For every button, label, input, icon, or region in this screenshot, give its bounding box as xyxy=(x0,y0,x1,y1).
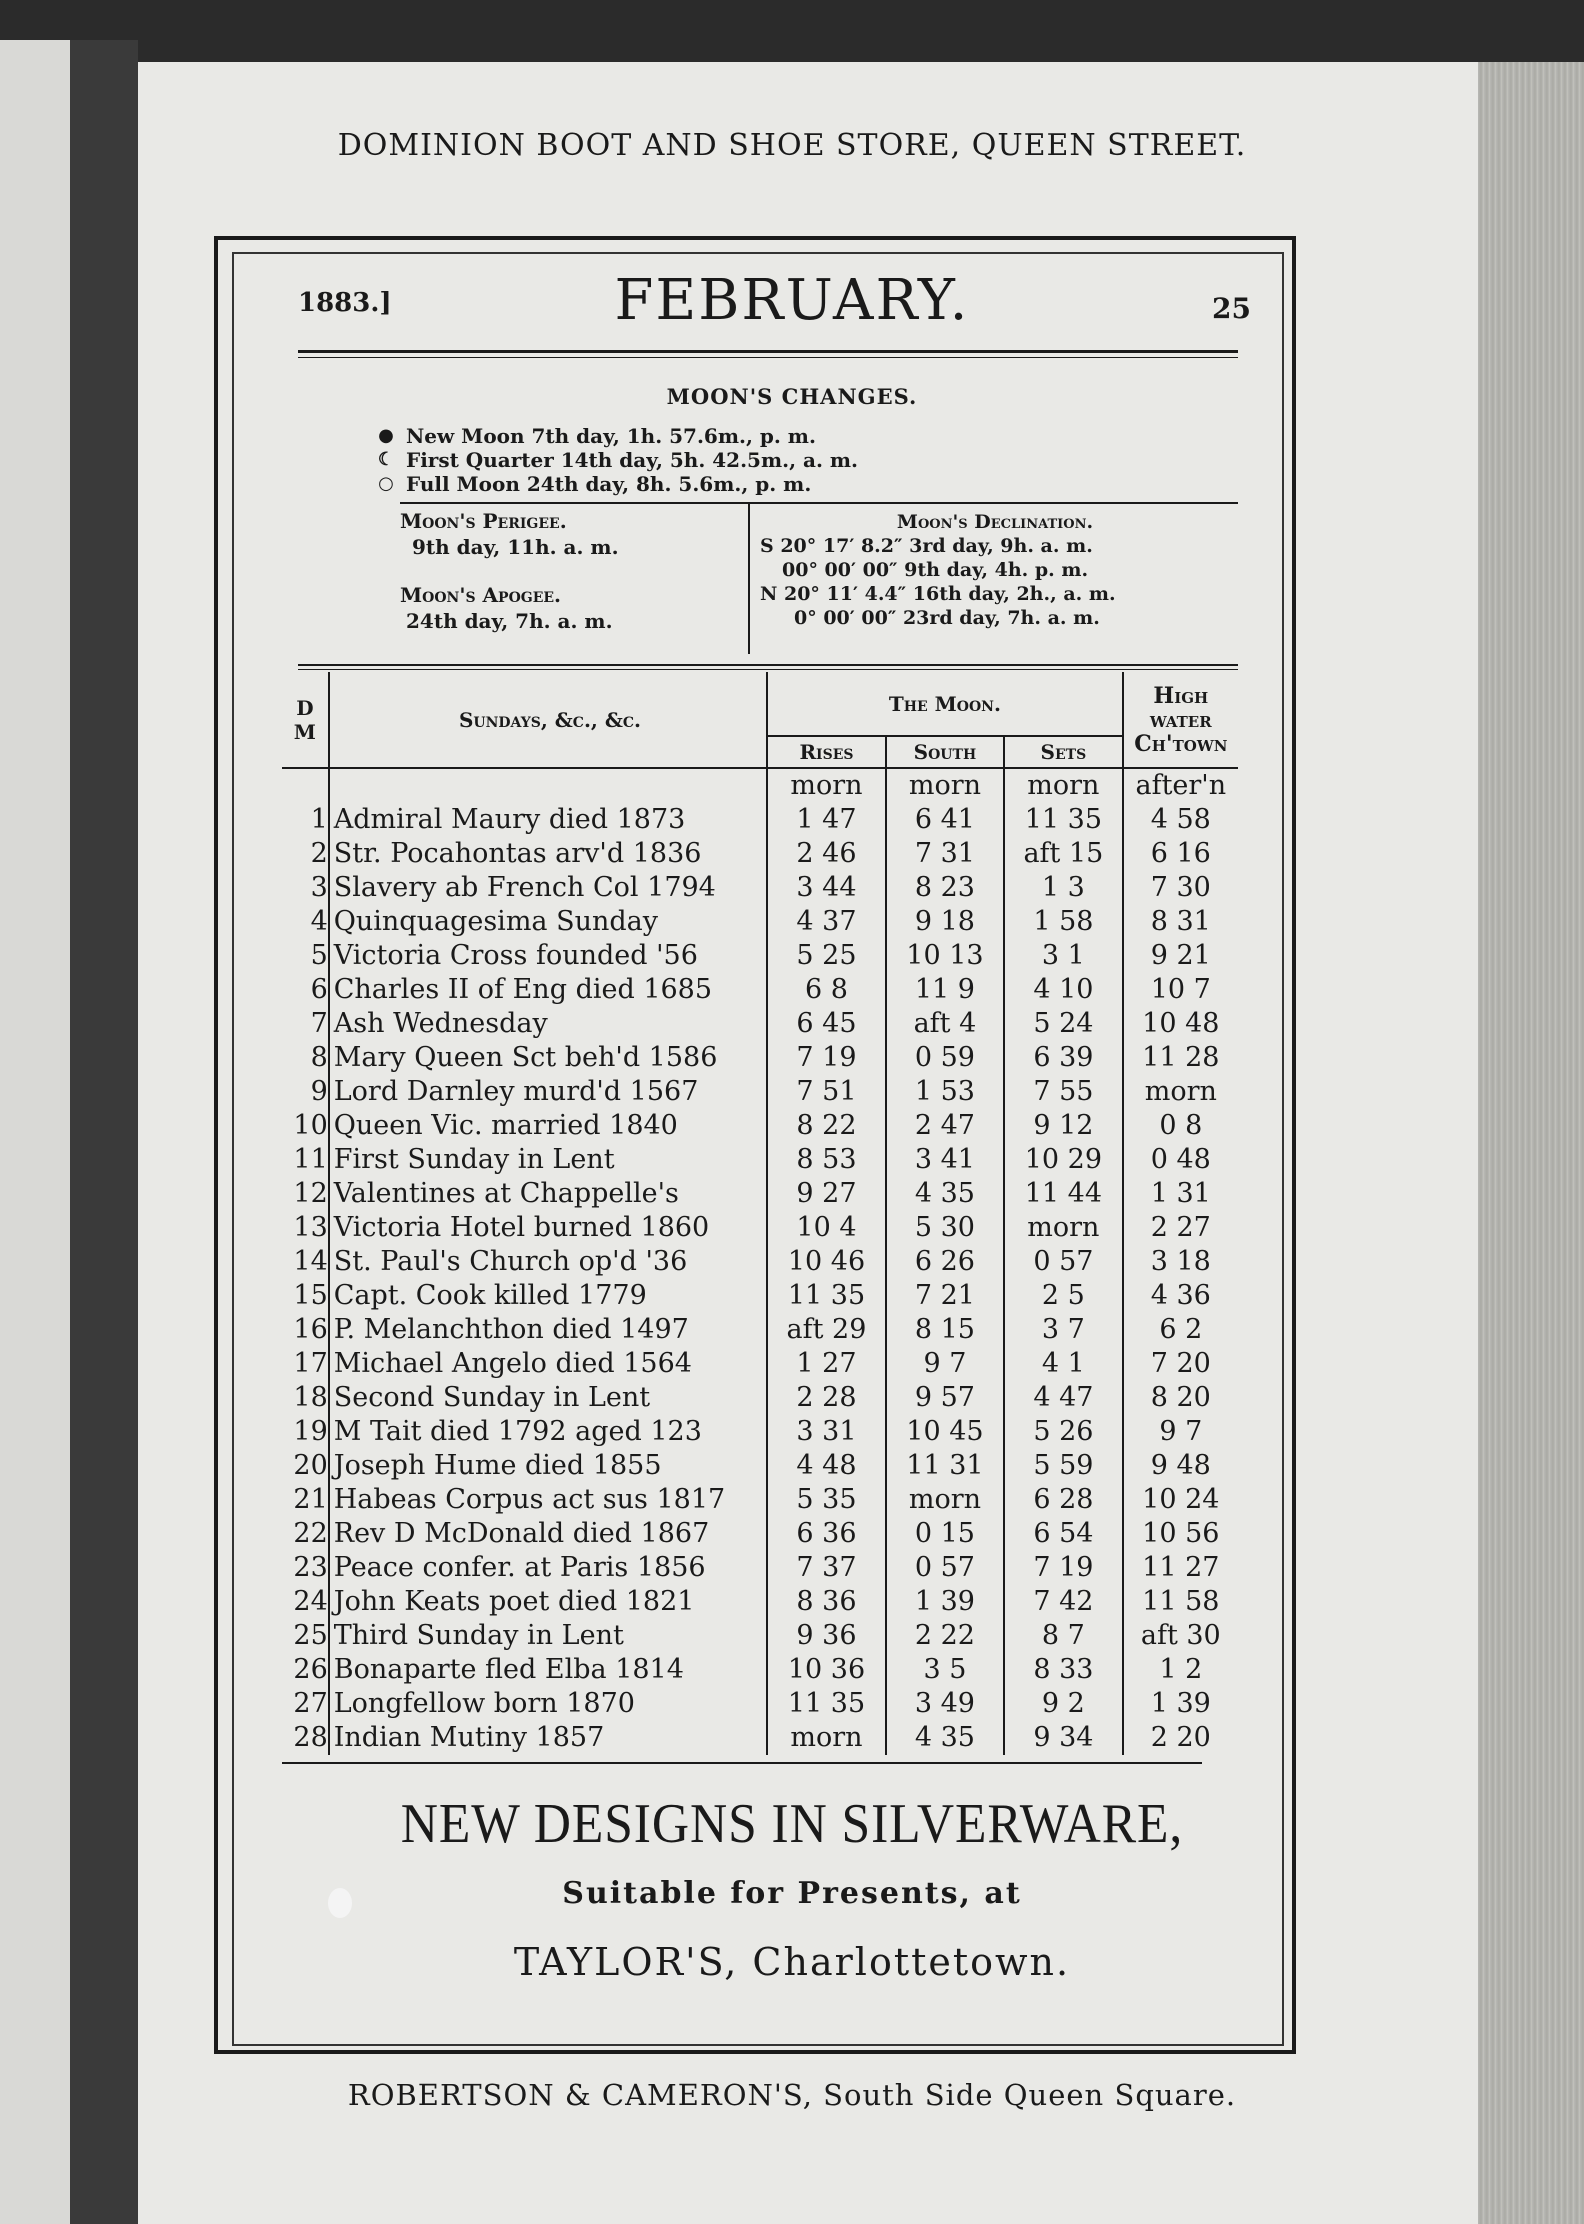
advert-title: NEW DESIGNS IN SILVERWARE, xyxy=(400,1793,1184,1855)
rises-cell: 9 36 xyxy=(767,1619,885,1653)
day-cell: 16 xyxy=(282,1313,329,1347)
events-header: Sundays, &c., &c. xyxy=(329,672,768,768)
units-south: morn xyxy=(886,768,1004,803)
moon-changes-title: MOON'S CHANGES. xyxy=(666,384,918,409)
table-row xyxy=(282,1585,1238,1619)
sets-cell: 4 10 xyxy=(1004,973,1122,1007)
event-cell: Charles II of Eng died 1685 xyxy=(329,973,768,1007)
table-row xyxy=(282,1211,1238,1245)
event-cell: Indian Mutiny 1857 xyxy=(329,1721,768,1755)
running-header: DOMINION BOOT AND SHOE STORE, QUEEN STREET. xyxy=(337,128,1247,163)
perigee-text: 9th day, 11h. a. m. xyxy=(412,535,619,559)
south-header: South xyxy=(886,736,1004,768)
page-number: 25 xyxy=(1212,292,1251,325)
rises-cell: 7 19 xyxy=(767,1041,885,1075)
high-water-cell: 10 24 xyxy=(1142,1484,1220,1515)
moon-phases xyxy=(376,424,858,496)
table-row xyxy=(282,1313,1238,1347)
south-cell: 3 5 xyxy=(886,1653,1004,1687)
rises-cell: 3 44 xyxy=(767,871,885,905)
day-cell: 20 xyxy=(282,1449,329,1483)
south-cell: 10 13 xyxy=(886,939,1004,973)
south-cell: 0 15 xyxy=(886,1517,1004,1551)
high-water-cell: 10 56 xyxy=(1142,1518,1220,1549)
high-water-cell: 6 2 xyxy=(1159,1314,1203,1345)
high-water-cell: 9 7 xyxy=(1159,1416,1203,1447)
sets-cell: 10 29 xyxy=(1004,1143,1122,1177)
south-cell: 4 35 xyxy=(886,1721,1004,1755)
phase-text: Full Moon 24th day, 8h. 5.6m., p. m. xyxy=(406,472,812,496)
south-cell: 11 9 xyxy=(886,973,1004,1007)
table-top-rule xyxy=(298,664,1238,666)
phase-text: New Moon 7th day, 1h. 57.6m., p. m. xyxy=(406,424,816,448)
day-cell: 25 xyxy=(282,1619,329,1653)
event-cell: Mary Queen Sct beh'd 1586 xyxy=(329,1041,768,1075)
high-water-cell: 8 20 xyxy=(1150,1382,1211,1413)
rises-cell: 9 27 xyxy=(767,1177,885,1211)
sets-cell: 9 12 xyxy=(1004,1109,1122,1143)
moon-perigee-apogee xyxy=(400,508,730,634)
event-cell: Second Sunday in Lent xyxy=(329,1381,768,1415)
moon-header: The Moon. xyxy=(767,672,1122,736)
units-rises: morn xyxy=(767,768,885,803)
high-water-cell: 8 31 xyxy=(1150,906,1211,937)
south-cell: 0 57 xyxy=(886,1551,1004,1585)
full-moon-icon: ○ xyxy=(378,473,394,494)
rises-header: Rises xyxy=(767,736,885,768)
rises-cell: 5 25 xyxy=(767,939,885,973)
day-cell: 10 xyxy=(282,1109,329,1143)
table-row xyxy=(282,1245,1238,1279)
sets-cell: 1 3 xyxy=(1004,871,1122,905)
rises-cell: 11 35 xyxy=(767,1279,885,1313)
rises-cell: 6 8 xyxy=(767,973,885,1007)
moon-section-divider xyxy=(748,504,750,654)
day-cell: 9 xyxy=(282,1075,329,1109)
sets-cell: 6 39 xyxy=(1004,1041,1122,1075)
day-cell: 11 xyxy=(282,1143,329,1177)
title-rule xyxy=(298,350,1238,353)
phase-text: First Quarter 14th day, 5h. 42.5m., a. m. xyxy=(406,448,859,472)
rises-cell: 5 35 xyxy=(767,1483,885,1517)
high-water-cell: 4 58 xyxy=(1150,804,1211,835)
day-cell: 15 xyxy=(282,1279,329,1313)
table-row xyxy=(282,803,1238,837)
high-water-cell: 2 27 xyxy=(1150,1212,1211,1243)
units-row xyxy=(282,768,1238,803)
rises-cell: morn xyxy=(767,1721,885,1755)
units-high-water: after'n xyxy=(1135,770,1227,801)
apogee-title: Moon's Apogee. xyxy=(400,583,562,607)
rises-cell: 4 37 xyxy=(767,905,885,939)
table-row xyxy=(282,973,1238,1007)
declination-line: S 20° 17′ 8.2″ 3rd day, 9h. a. m. xyxy=(760,535,1093,557)
event-cell: St. Paul's Church op'd '36 xyxy=(329,1245,768,1279)
south-cell: 4 35 xyxy=(886,1177,1004,1211)
perigee-title: Moon's Perigee. xyxy=(400,509,567,533)
table-row xyxy=(282,871,1238,905)
day-cell: 18 xyxy=(282,1381,329,1415)
high-water-cell: 7 20 xyxy=(1150,1348,1211,1379)
event-cell: John Keats poet died 1821 xyxy=(329,1585,768,1619)
south-cell: 8 15 xyxy=(886,1313,1004,1347)
sets-cell: 6 54 xyxy=(1004,1517,1122,1551)
event-cell: Quinquagesima Sunday xyxy=(329,905,768,939)
table-row xyxy=(282,1279,1238,1313)
sets-cell: 7 19 xyxy=(1004,1551,1122,1585)
day-cell: 23 xyxy=(282,1551,329,1585)
table-row xyxy=(282,1075,1238,1109)
day-cell: 6 xyxy=(282,973,329,1007)
event-cell: Bonaparte fled Elba 1814 xyxy=(329,1653,768,1687)
high-water-cell: 3 18 xyxy=(1150,1246,1211,1277)
rises-cell: 7 37 xyxy=(767,1551,885,1585)
title-rule-thin xyxy=(298,357,1238,358)
day-cell: 17 xyxy=(282,1347,329,1381)
high-water-cell: 7 30 xyxy=(1150,872,1211,903)
day-cell: 26 xyxy=(282,1653,329,1687)
table-row xyxy=(282,1007,1238,1041)
high-water-cell: 11 27 xyxy=(1142,1552,1220,1583)
sets-cell: 9 2 xyxy=(1004,1687,1122,1721)
day-cell: 1 xyxy=(282,803,329,837)
rises-cell: 10 4 xyxy=(767,1211,885,1245)
rises-cell: 8 53 xyxy=(767,1143,885,1177)
event-cell: Valentines at Chappelle's xyxy=(329,1177,768,1211)
day-cell: 2 xyxy=(282,837,329,871)
table-bottom-rule xyxy=(282,1762,1202,1764)
sets-cell: 9 34 xyxy=(1004,1721,1122,1755)
event-cell: Admiral Maury died 1873 xyxy=(329,803,768,837)
advert-subtitle: Suitable for Presents, at xyxy=(562,1876,1022,1911)
units-event xyxy=(329,768,768,803)
event-cell: Slavery ab French Col 1794 xyxy=(329,871,768,905)
declination-title: Moon's Declination. xyxy=(896,511,1094,533)
table-row xyxy=(282,905,1238,939)
sets-cell: 4 47 xyxy=(1004,1381,1122,1415)
high-water-cell: 0 48 xyxy=(1150,1144,1211,1175)
declination-line: 0° 00′ 00″ 23rd day, 7h. a. m. xyxy=(794,607,1100,629)
south-cell: 3 49 xyxy=(886,1687,1004,1721)
rises-cell: 10 46 xyxy=(767,1245,885,1279)
south-cell: 0 59 xyxy=(886,1041,1004,1075)
event-cell: P. Melanchthon died 1497 xyxy=(329,1313,768,1347)
south-cell: 9 18 xyxy=(886,905,1004,939)
running-footer: ROBERTSON & CAMERON'S, South Side Queen Square. xyxy=(347,2078,1237,2112)
dm-header: D M xyxy=(282,672,329,768)
event-cell: Michael Angelo died 1564 xyxy=(329,1347,768,1381)
rises-cell: 2 46 xyxy=(767,837,885,871)
high-water-cell: 4 36 xyxy=(1150,1280,1211,1311)
rises-cell: 2 28 xyxy=(767,1381,885,1415)
south-cell: aft 4 xyxy=(886,1007,1004,1041)
phase-first-quarter xyxy=(376,448,858,472)
day-cell: 14 xyxy=(282,1245,329,1279)
rises-cell: aft 29 xyxy=(767,1313,885,1347)
high-water-cell: aft 30 xyxy=(1140,1620,1221,1651)
south-cell: 1 39 xyxy=(886,1585,1004,1619)
rises-cell: 4 48 xyxy=(767,1449,885,1483)
units-day xyxy=(282,768,329,803)
calendar-table xyxy=(282,672,1238,1755)
rises-cell: 8 36 xyxy=(767,1585,885,1619)
high-water-cell: morn xyxy=(1144,1076,1217,1107)
sets-cell: 2 5 xyxy=(1004,1279,1122,1313)
moon-section-rule xyxy=(400,502,1238,504)
high-water-cell: 9 21 xyxy=(1150,940,1211,971)
units-sets: morn xyxy=(1004,768,1122,803)
phase-full-moon xyxy=(376,472,858,496)
south-cell: 2 22 xyxy=(886,1619,1004,1653)
declination-line: 00° 00′ 00″ 9th day, 4h. p. m. xyxy=(782,559,1089,581)
paper-blemish xyxy=(328,1888,352,1918)
rises-cell: 6 36 xyxy=(767,1517,885,1551)
new-moon-icon: ● xyxy=(378,425,394,446)
south-cell: 2 47 xyxy=(886,1109,1004,1143)
table-top-rule-thin xyxy=(298,669,1238,670)
high-water-cell: 2 20 xyxy=(1150,1722,1211,1753)
day-cell: 12 xyxy=(282,1177,329,1211)
calendar-body xyxy=(282,768,1238,1755)
south-cell: 5 30 xyxy=(886,1211,1004,1245)
advert-shop: TAYLOR'S, Charlottetown. xyxy=(513,1940,1071,1984)
high-water-header: High water Ch'town xyxy=(1134,682,1228,757)
event-cell: Victoria Hotel burned 1860 xyxy=(329,1211,768,1245)
event-cell: Habeas Corpus act sus 1817 xyxy=(329,1483,768,1517)
table-row xyxy=(282,1143,1238,1177)
day-cell: 21 xyxy=(282,1483,329,1517)
south-cell: 3 41 xyxy=(886,1143,1004,1177)
day-cell: 8 xyxy=(282,1041,329,1075)
table-row xyxy=(282,1381,1238,1415)
day-cell: 3 xyxy=(282,871,329,905)
rises-cell: 11 35 xyxy=(767,1687,885,1721)
day-cell: 24 xyxy=(282,1585,329,1619)
south-cell: 8 23 xyxy=(886,871,1004,905)
sets-cell: 3 7 xyxy=(1004,1313,1122,1347)
table-row xyxy=(282,1687,1238,1721)
table-row xyxy=(282,1449,1238,1483)
high-water-cell: 10 7 xyxy=(1150,974,1211,1005)
sets-header: Sets xyxy=(1004,736,1122,768)
day-cell: 13 xyxy=(282,1211,329,1245)
rises-cell: 6 45 xyxy=(767,1007,885,1041)
sets-cell: 7 42 xyxy=(1004,1585,1122,1619)
sets-cell: 1 58 xyxy=(1004,905,1122,939)
moon-declination xyxy=(760,510,1230,630)
sets-cell: 3 1 xyxy=(1004,939,1122,973)
sets-cell: 7 55 xyxy=(1004,1075,1122,1109)
phase-new-moon xyxy=(376,424,858,448)
event-cell: Capt. Cook killed 1779 xyxy=(329,1279,768,1313)
event-cell: Rev D McDonald died 1867 xyxy=(329,1517,768,1551)
sets-cell: 5 59 xyxy=(1004,1449,1122,1483)
event-cell: Longfellow born 1870 xyxy=(329,1687,768,1721)
event-cell: M Tait died 1792 aged 123 xyxy=(329,1415,768,1449)
rises-cell: 7 51 xyxy=(767,1075,885,1109)
high-water-cell: 11 58 xyxy=(1142,1586,1220,1617)
table-row xyxy=(282,837,1238,871)
day-cell: 19 xyxy=(282,1415,329,1449)
table-row xyxy=(282,1517,1238,1551)
year-label: 1883.] xyxy=(298,288,392,318)
south-cell: 11 31 xyxy=(886,1449,1004,1483)
event-cell: First Sunday in Lent xyxy=(329,1143,768,1177)
south-cell: 7 21 xyxy=(886,1279,1004,1313)
south-cell: 9 57 xyxy=(886,1381,1004,1415)
high-water-cell: 1 31 xyxy=(1150,1178,1211,1209)
event-cell: Peace confer. at Paris 1856 xyxy=(329,1551,768,1585)
high-water-cell: 10 48 xyxy=(1142,1008,1220,1039)
event-cell: Queen Vic. married 1840 xyxy=(329,1109,768,1143)
apogee-text: 24th day, 7h. a. m. xyxy=(406,609,613,633)
high-water-cell: 9 48 xyxy=(1150,1450,1211,1481)
south-cell: 9 7 xyxy=(886,1347,1004,1381)
rises-cell: 1 47 xyxy=(767,803,885,837)
high-water-cell: 1 39 xyxy=(1150,1688,1211,1719)
day-cell: 22 xyxy=(282,1517,329,1551)
sets-cell: morn xyxy=(1004,1211,1122,1245)
table-row xyxy=(282,1653,1238,1687)
table-row xyxy=(282,939,1238,973)
sets-cell: aft 15 xyxy=(1004,837,1122,871)
rises-cell: 3 31 xyxy=(767,1415,885,1449)
sets-cell: 6 28 xyxy=(1004,1483,1122,1517)
event-cell: Lord Darnley murd'd 1567 xyxy=(329,1075,768,1109)
south-cell: 1 53 xyxy=(886,1075,1004,1109)
table-row xyxy=(282,1619,1238,1653)
south-cell: 7 31 xyxy=(886,837,1004,871)
table-row xyxy=(282,1721,1238,1755)
south-cell: 10 45 xyxy=(886,1415,1004,1449)
table-row xyxy=(282,1415,1238,1449)
high-water-cell: 0 8 xyxy=(1159,1110,1203,1141)
day-cell: 7 xyxy=(282,1007,329,1041)
sets-cell: 0 57 xyxy=(1004,1245,1122,1279)
high-water-cell: 1 2 xyxy=(1159,1654,1203,1685)
event-cell: Joseph Hume died 1855 xyxy=(329,1449,768,1483)
month-title: FEBRUARY. xyxy=(614,268,970,333)
table-row xyxy=(282,1347,1238,1381)
sets-cell: 11 35 xyxy=(1004,803,1122,837)
south-cell: morn xyxy=(886,1483,1004,1517)
table-row xyxy=(282,1109,1238,1143)
high-water-cell: 6 16 xyxy=(1150,838,1211,869)
rises-cell: 1 27 xyxy=(767,1347,885,1381)
event-cell: Victoria Cross founded '56 xyxy=(329,939,768,973)
event-cell: Third Sunday in Lent xyxy=(329,1619,768,1653)
event-cell: Str. Pocahontas arv'd 1836 xyxy=(329,837,768,871)
day-cell: 5 xyxy=(282,939,329,973)
table-row xyxy=(282,1177,1238,1211)
table-row xyxy=(282,1041,1238,1075)
sets-cell: 11 44 xyxy=(1004,1177,1122,1211)
first-quarter-icon: ☾ xyxy=(377,449,395,470)
sets-cell: 8 33 xyxy=(1004,1653,1122,1687)
sets-cell: 4 1 xyxy=(1004,1347,1122,1381)
day-cell: 27 xyxy=(282,1687,329,1721)
event-cell: Ash Wednesday xyxy=(329,1007,768,1041)
south-cell: 6 41 xyxy=(886,803,1004,837)
declination-line: N 20° 11′ 4.4″ 16th day, 2h., a. m. xyxy=(760,583,1116,605)
table-row xyxy=(282,1551,1238,1585)
table-row xyxy=(282,1483,1238,1517)
south-cell: 6 26 xyxy=(886,1245,1004,1279)
sets-cell: 8 7 xyxy=(1004,1619,1122,1653)
rises-cell: 10 36 xyxy=(767,1653,885,1687)
day-cell: 4 xyxy=(282,905,329,939)
high-water-cell: 11 28 xyxy=(1142,1042,1220,1073)
rises-cell: 8 22 xyxy=(767,1109,885,1143)
day-cell: 28 xyxy=(282,1721,329,1755)
sets-cell: 5 24 xyxy=(1004,1007,1122,1041)
sets-cell: 5 26 xyxy=(1004,1415,1122,1449)
